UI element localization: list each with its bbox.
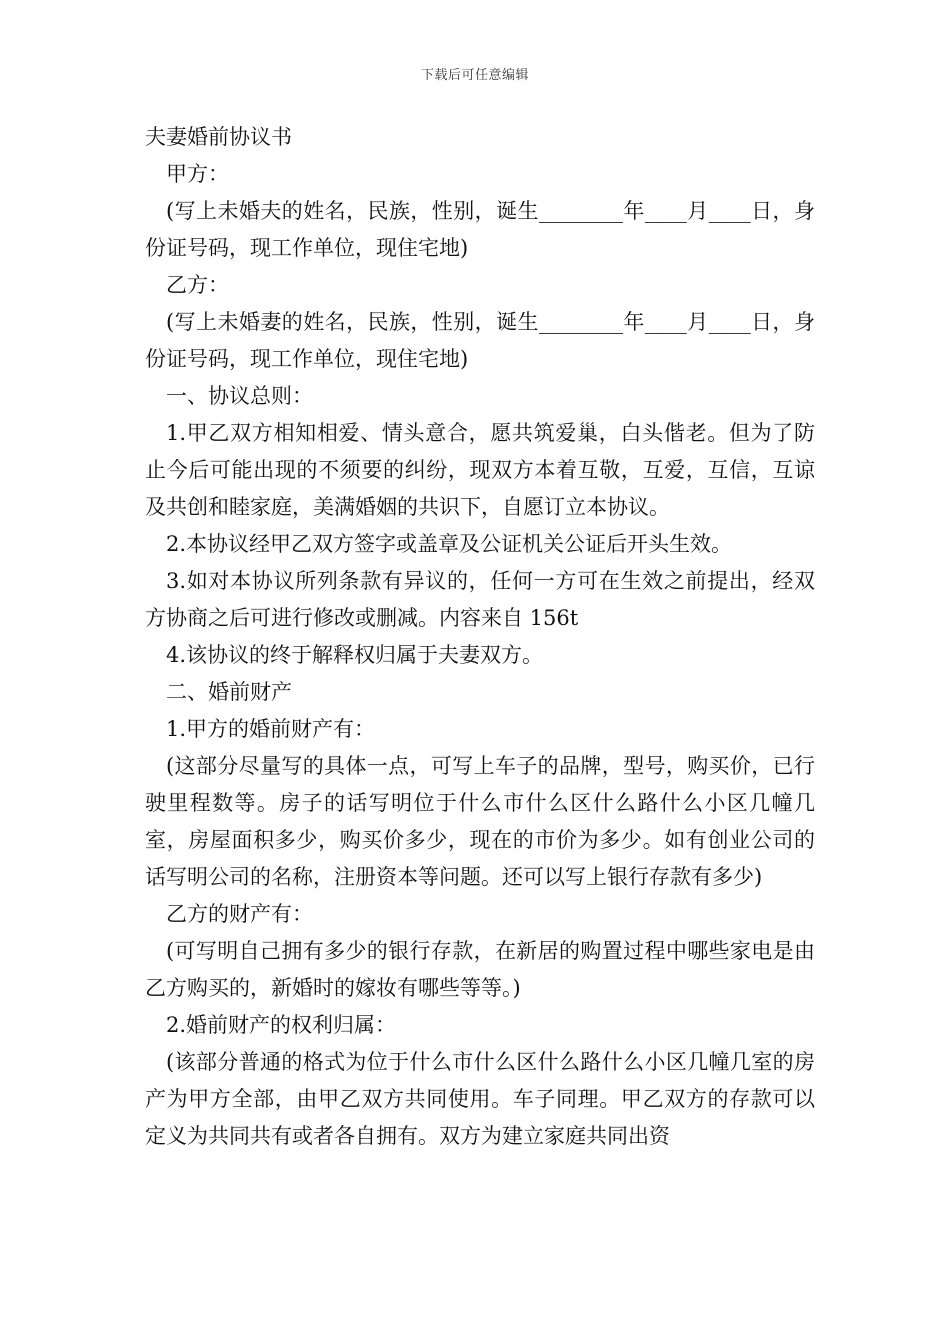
paragraph: (这部分尽量写的具体一点，可写上车子的品牌，型号，购买价，已行驶里程数等。房子的话写明位于什么市什么区什么路什么小区几幢几室，房屋面积多少，购买价多少，现在的市价为多少。如有创业公司的话写明公司的名称，注册资本等问题。还可以写上银行存款有多少) <box>145 754 815 889</box>
section-heading: 一、协议总则： <box>166 384 313 408</box>
paragraph: 乙方的财产有： <box>166 902 313 926</box>
paragraph: 1.甲乙双方相知相爱、情头意合，愿共筑爱巢，白头偕老。但为了防止今后可能出现的不须要的纠纷，现双方本着互敬，互爱，互信，互谅及共创和睦家庭，美满婚姻的共识下，自愿订立本协议。 <box>145 421 815 519</box>
paragraph: 甲方： <box>166 162 229 186</box>
paragraph: 1.甲方的婚前财产有： <box>166 717 376 741</box>
section-heading: 二、婚前财产 <box>166 680 292 704</box>
paragraph: (写上未婚夫的姓名，民族，性别，诞生________年____月____日，身份证号码，现工作单位，现住宅地) <box>145 199 815 260</box>
paragraph: (可写明自己拥有多少的银行存款，在新居的购置过程中哪些家电是由乙方购买的，新婚时的嫁妆有哪些等等。) <box>145 939 815 1000</box>
document-body <box>145 119 815 1155</box>
paragraph: 4.该协议的终于解释权归属于夫妻双方。 <box>166 643 544 667</box>
page-header: 下载后可任意编辑 <box>420 68 529 83</box>
paragraph: 2.婚前财产的权利归属： <box>166 1013 397 1037</box>
paragraph: 乙方： <box>166 273 229 297</box>
paragraph: 3.如对本协议所列条款有异议的，任何一方可在生效之前提出，经双方协商之后可进行修改或删减。内容来自 156t <box>145 569 815 630</box>
paragraph: 2.本协议经甲乙双方签字或盖章及公证机关公证后开头生效。 <box>166 532 733 556</box>
document-title: 夫妻婚前协议书 <box>145 125 292 149</box>
paragraph: (写上未婚妻的姓名，民族，性别，诞生________年____月____日，身份证号码，现工作单位，现住宅地) <box>145 310 815 371</box>
paragraph: (该部分普通的格式为位于什么市什么区什么路什么小区几幢几室的房产为甲方全部，由甲乙双方共同使用。车子同理。甲乙双方的存款可以定义为共同共有或者各自拥有。双方为建立家庭共同出资 <box>145 1050 815 1148</box>
